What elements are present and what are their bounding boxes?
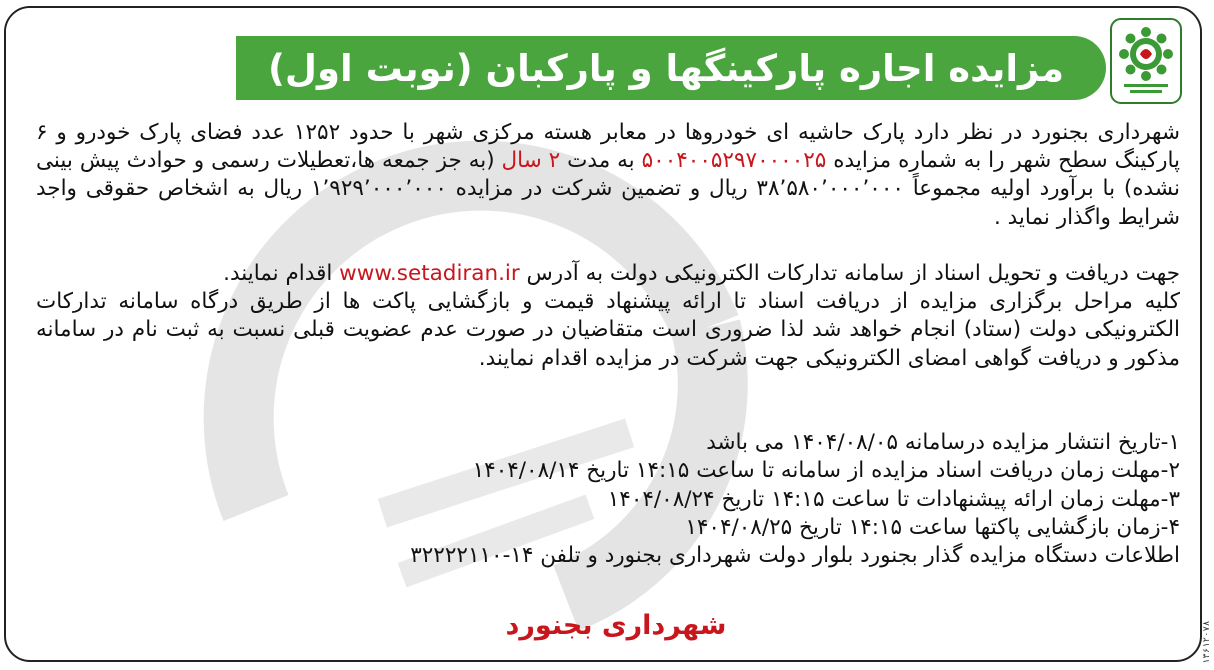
contact-info: اطلاعات دستگاه مزایده گذار بجنورد بلوار دولت شهرداری بجنورد و تلفن ۱۴-۳۲۲۲۲۱۱۰ [410, 542, 1180, 568]
ad-body [36, 119, 1180, 570]
ad-code [1200, 546, 1214, 666]
documents-text-1: جهت دریافت و تحویل اسناد از سامانه تدارکات الکترونیکی دولت به آدرس [519, 261, 1180, 286]
description-text-3: (به جز جمعه ها،تعطیلات رسمی و حوادث پیش بینی نشده) با برآورد اولیه مجموعاً ۳۸٬۵۸۰٬۰۰۰٬۰۰۰ ریال و تضمین شرکت در مزایده ۱٬۹۲۹٬۰۰۰٬۰۰۰ ریال به اشخاص حقوقی واجد شرایط واگذار نماید . [36, 148, 1180, 230]
auction-number: ۵۰۰۴۰۰۵۲۹۷۰۰۰۰۲۵ [641, 148, 827, 174]
duration: ۲ سال [501, 148, 561, 174]
schedule-list [36, 429, 1180, 570]
documents-paragraph [36, 260, 1180, 288]
description-text-1: شهرداری بجنورد در نظر دارد پارک حاشیه ای خودروها در معابر هسته مرکزی شهر با حدود ۱۲۵۲ عدد فضای پارک خودرو و ۶ پارکینگ سطح شهر را به شماره مزایده [36, 120, 1180, 174]
schedule-item: ۳-مهلت زمان ارائه پیشنهادات تا ساعت ۱۴:۱۵ تاریخ ۱۴۰۴/۰۸/۲۴ [607, 486, 1180, 512]
tehran-municipality-emblem-icon [1110, 18, 1182, 104]
documents-text-2: اقدام نمایند. [223, 261, 340, 286]
ad-frame [4, 6, 1202, 662]
schedule-item: ۲-مهلت زمان دریافت اسناد مزایده از سامانه تا ساعت ۱۴:۱۵ تاریخ ۱۴۰۴/۰۸/۱۴ [472, 458, 1180, 484]
schedule-item: ۱-تاریخ انتشار مزایده درسامانه ۱۴۰۴/۰۸/۰۵ می باشد [706, 430, 1180, 456]
signature: شهرداری بجنورد [505, 610, 727, 641]
description-paragraph [36, 119, 1180, 260]
setadiran-link[interactable]: www.setadiran.ir [339, 261, 520, 286]
schedule-item: ۴-زمان بازگشایی پاکتها ساعت ۱۴:۱۵ تاریخ ۱۴۰۴/۰۸/۲۵ [685, 514, 1180, 540]
ad-title: مزایده اجاره پارکینگها و پارکبان (نوبت اول) [268, 46, 1064, 90]
procedure-paragraph: کلیه مراحل برگزاری مزایده از دریافت اسناد تا ارائه پیشنهاد قیمت و بازگشایی پاکت ها از طریق درگاه سامانه تدارکات الکترونیکی دولت (ستاد) انجام خواهد شد لذا ضروری است متقاضیان در صورت عدم عضویت قبلی نسبت به ثبت نام در سامانه مذکور و دریافت گواهی امضای الکترونیکی جهت شرکت در مزایده اقدام نمایند. [36, 289, 1180, 371]
header-banner [6, 8, 1200, 112]
ad-code-text: ۱۳۶۱۲۰۷۸ [1202, 620, 1212, 664]
description-text-2: به مدت [560, 148, 642, 174]
